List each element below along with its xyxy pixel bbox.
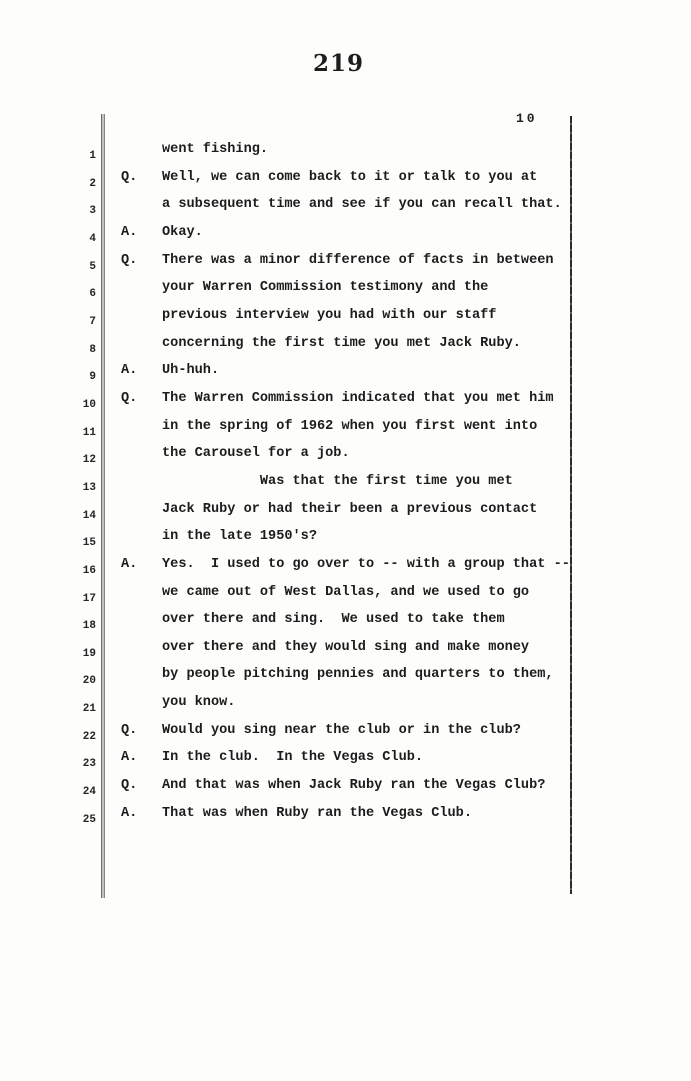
- line-number: 24: [82, 786, 96, 799]
- line-text: Well, we can come back to it or talk to you at: [162, 169, 538, 185]
- line-number: 10: [82, 398, 96, 411]
- line-number: 13: [82, 481, 96, 494]
- line-text: There was a minor difference of facts in between: [162, 252, 554, 268]
- transcript-line: [0, 446, 691, 474]
- transcript-line: [0, 170, 691, 198]
- line-number: 20: [82, 675, 96, 688]
- line-text: your Warren Commission testimony and the: [162, 280, 489, 296]
- line-text: That was when Ruby ran the Vegas Club.: [162, 805, 472, 821]
- line-number: 23: [82, 758, 96, 771]
- line-number: 6: [89, 288, 96, 301]
- line-text: concerning the first time you met Jack Ruby.: [162, 335, 521, 351]
- transcript-line: [0, 391, 691, 419]
- transcript-line: [0, 806, 691, 834]
- speaker-label: A.: [121, 224, 138, 240]
- speaker-label: Q.: [121, 169, 138, 185]
- line-text: In the club. In the Vegas Club.: [162, 750, 424, 766]
- transcript-line: [0, 695, 691, 723]
- speaker-label: A.: [121, 750, 138, 766]
- transcript-line: [0, 723, 691, 751]
- speaker-label: Q.: [121, 252, 138, 268]
- line-number: 17: [82, 592, 96, 605]
- transcript-line: [0, 308, 691, 336]
- line-number: 12: [82, 454, 96, 467]
- line-text: by people pitching pennies and quarters to them,: [162, 667, 554, 683]
- transcript-line: [0, 750, 691, 778]
- line-text: went fishing.: [162, 142, 269, 157]
- transcript-line: [0, 474, 691, 502]
- line-number: 11: [82, 426, 96, 439]
- line-number: 8: [89, 343, 96, 356]
- line-number: 15: [82, 537, 96, 550]
- transcript-line: [0, 419, 691, 447]
- line-number: 3: [89, 205, 96, 218]
- line-number: 7: [89, 315, 96, 328]
- transcript-line: [0, 502, 691, 530]
- line-number: 18: [82, 620, 96, 633]
- line-text: Jack Ruby or had their been a previous contact: [162, 501, 538, 517]
- transcript-line: [0, 197, 691, 225]
- line-text: over there and they would sing and make money: [162, 639, 530, 655]
- line-number: 4: [89, 232, 96, 245]
- line-number: 9: [89, 371, 96, 384]
- speaker-label: Q.: [121, 722, 138, 738]
- transcript-sheet-number: 10: [516, 111, 538, 126]
- speaker-label: A.: [121, 556, 138, 572]
- transcript-line: [0, 336, 691, 364]
- speaker-label: A.: [121, 805, 138, 821]
- transcript-line: [0, 640, 691, 668]
- line-text: The Warren Commission indicated that you met him: [162, 390, 554, 406]
- page-number: 219: [312, 50, 364, 77]
- line-number: 22: [82, 730, 96, 743]
- speaker-label: Q.: [121, 390, 138, 406]
- line-text: Okay.: [162, 224, 203, 240]
- speaker-label: Q.: [121, 778, 138, 794]
- transcript-line: [0, 529, 691, 557]
- transcript-line: [0, 280, 691, 308]
- line-text: And that was when Jack Ruby ran the Vegas Club?: [162, 778, 546, 794]
- line-text: Was that the first time you met: [162, 473, 513, 489]
- transcript-line: [0, 363, 691, 391]
- line-text: you know.: [162, 695, 236, 711]
- line-text: Would you sing near the club or in the club?: [162, 722, 521, 738]
- line-number: 25: [82, 813, 96, 826]
- line-number: 14: [82, 509, 96, 522]
- transcript-line: [0, 667, 691, 695]
- line-text: we came out of West Dallas, and we used to go: [162, 584, 530, 600]
- line-text: the Carousel for a job.: [162, 446, 350, 462]
- line-text: over there and sing. We used to take them: [162, 612, 505, 628]
- line-text: Uh-huh.: [162, 363, 220, 379]
- line-text: in the late 1950's?: [162, 529, 317, 545]
- transcript-line: [0, 612, 691, 640]
- speaker-label: A.: [121, 363, 138, 379]
- transcript-line: [0, 585, 691, 613]
- line-text: a subsequent time and see if you can recall that.: [162, 197, 562, 213]
- line-text: in the spring of 1962 when you first went into: [162, 418, 538, 434]
- transcript-line: [0, 557, 691, 585]
- transcript-line: [0, 225, 691, 253]
- line-number: 5: [89, 260, 96, 273]
- line-text: previous interview you had with our staff: [162, 307, 497, 323]
- line-number: 21: [82, 703, 96, 716]
- line-number: 16: [82, 564, 96, 577]
- line-text: Yes. I used to go over to -- with a group that --: [162, 556, 570, 572]
- transcript-line: [0, 253, 691, 281]
- line-number: 1: [89, 150, 96, 162]
- line-number: 19: [82, 647, 96, 660]
- line-number: 2: [89, 177, 96, 190]
- transcript-line: [0, 778, 691, 806]
- transcript-line: [0, 142, 691, 170]
- transcript-lines: [0, 142, 691, 833]
